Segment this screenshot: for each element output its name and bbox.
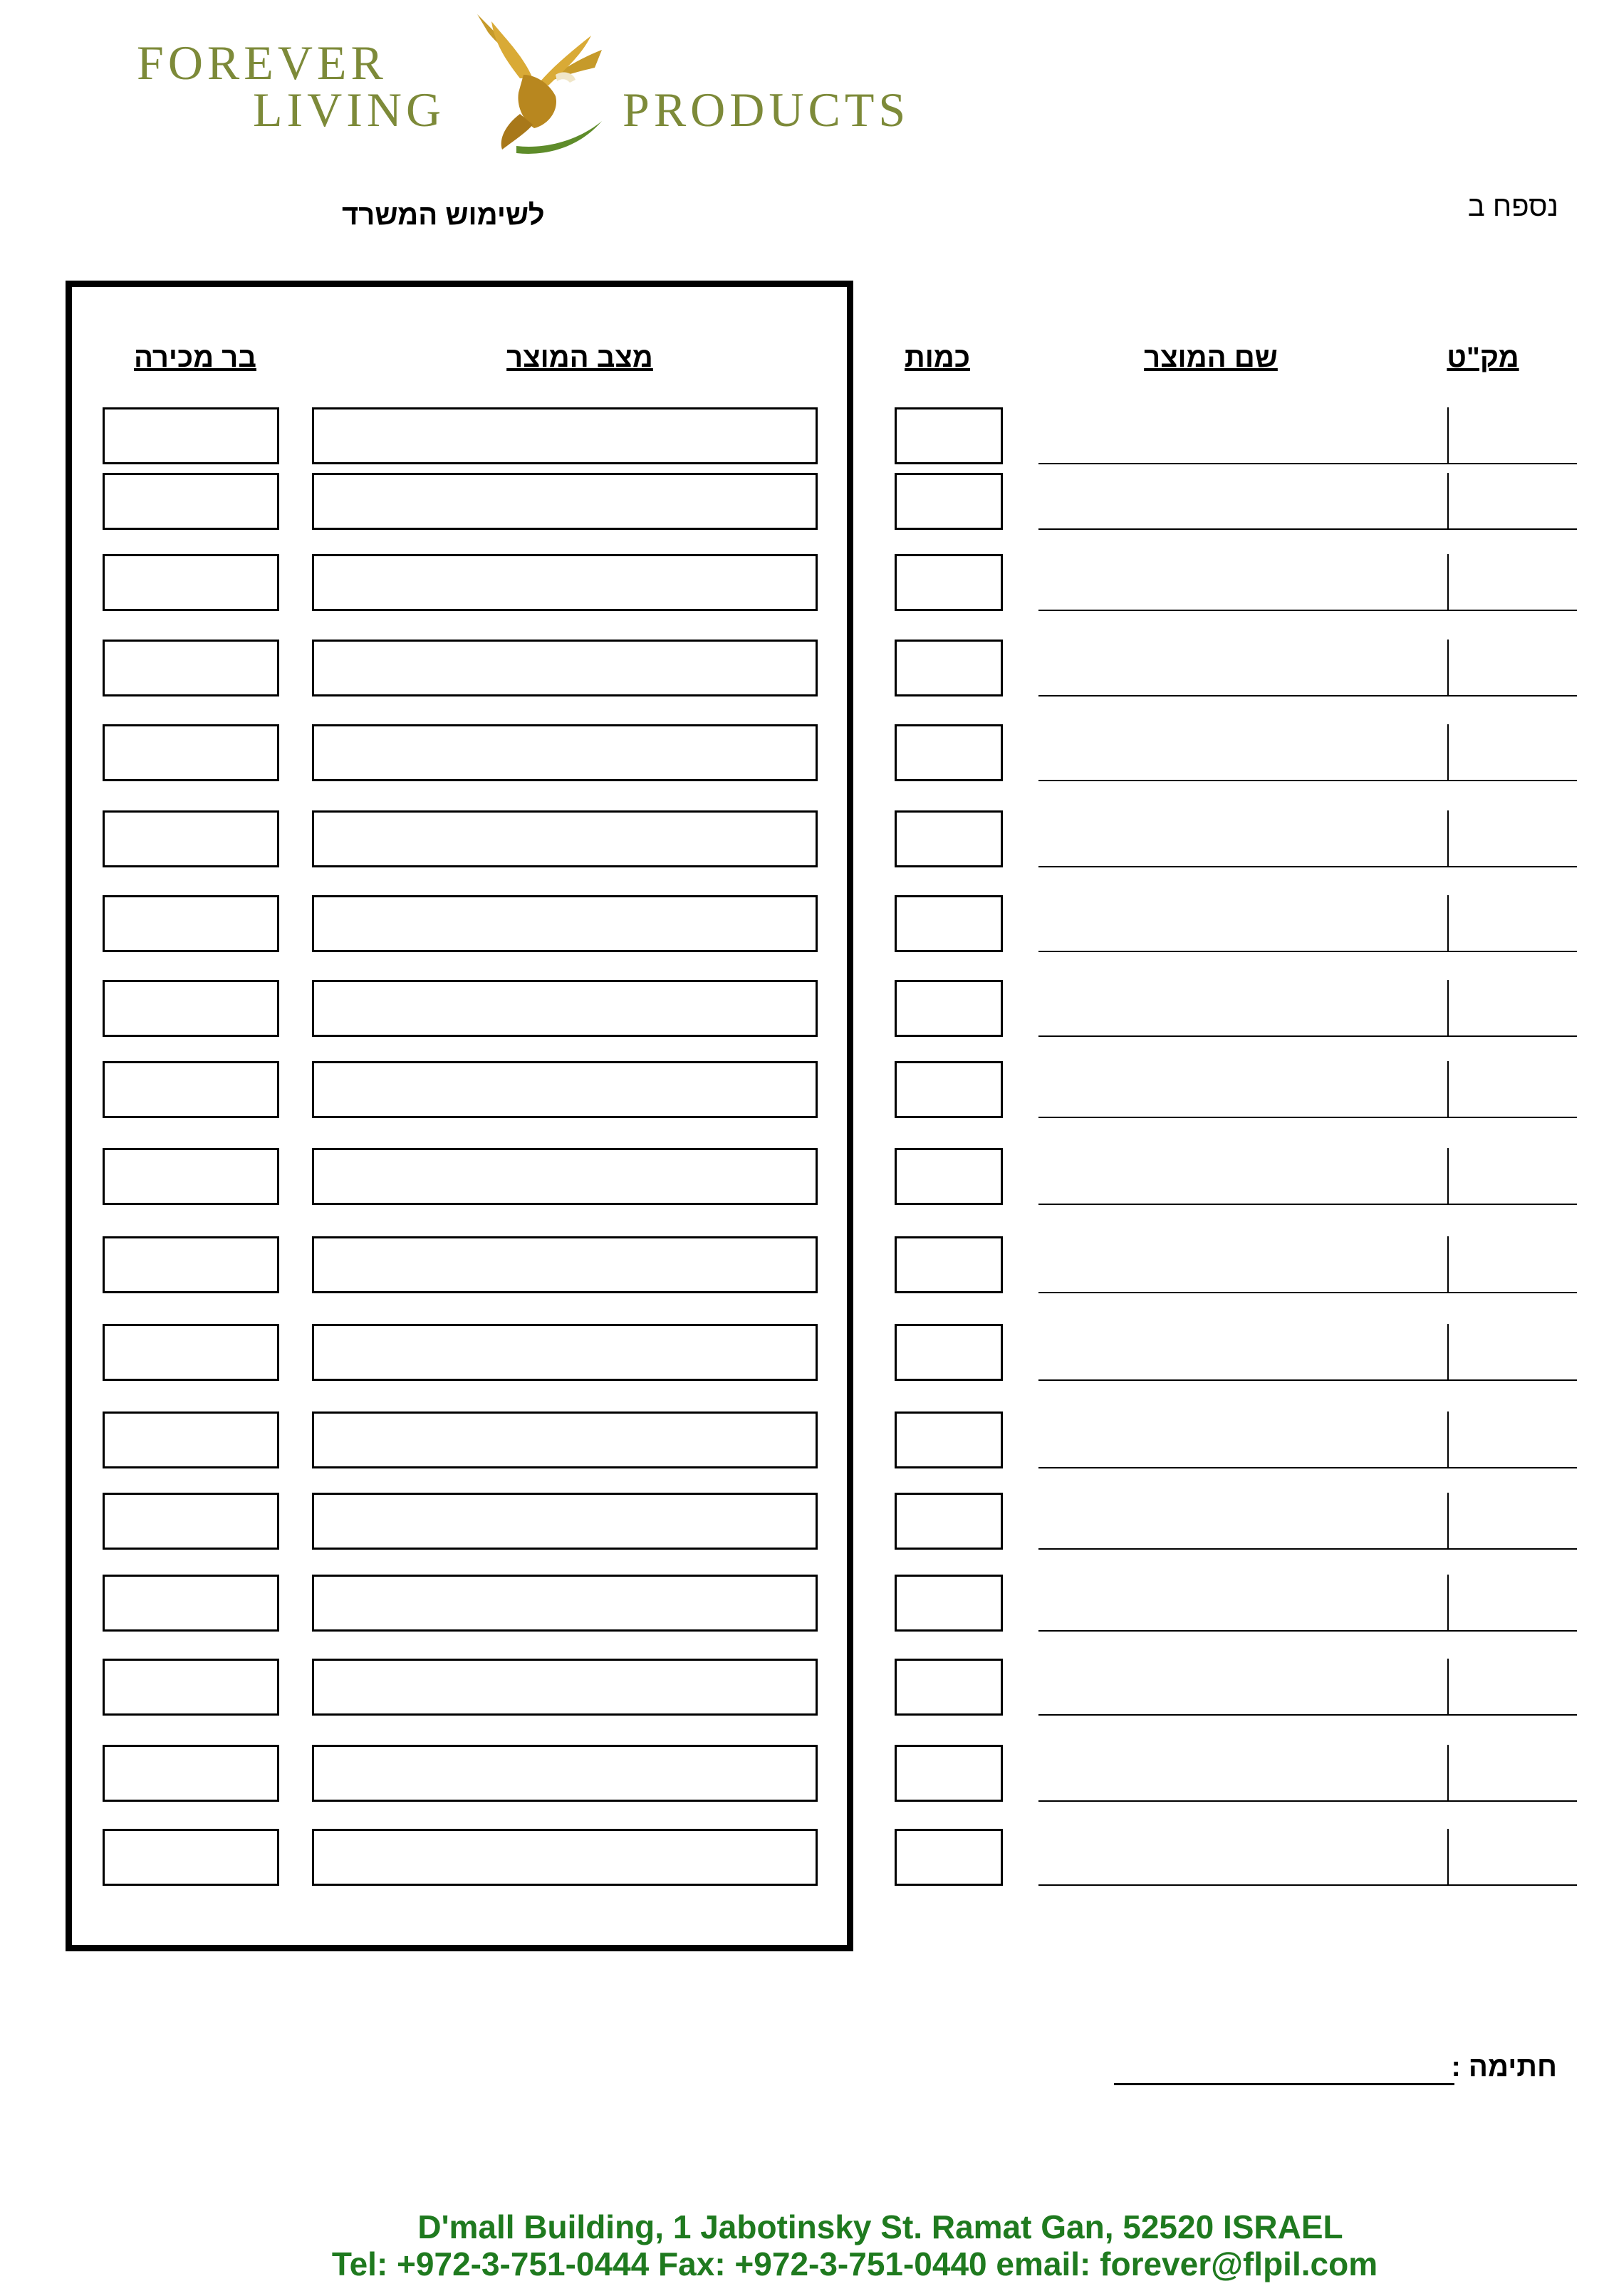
- saleable-field[interactable]: [103, 1659, 279, 1716]
- product-condition-field[interactable]: [312, 640, 818, 696]
- product-name-sku-line[interactable]: [1038, 951, 1577, 952]
- logo-text-forever: FOREVER: [137, 36, 387, 90]
- logo-text-products: PRODUCTS: [623, 83, 910, 137]
- product-condition-field[interactable]: [312, 1493, 818, 1550]
- quantity-field[interactable]: [895, 554, 1003, 611]
- sku-divider: [1447, 980, 1449, 1037]
- saleable-field[interactable]: [103, 407, 279, 464]
- product-name-sku-line[interactable]: [1038, 1467, 1577, 1468]
- saleable-field[interactable]: [103, 1148, 279, 1205]
- appendix-label: נספח ב: [1467, 191, 1558, 222]
- product-condition-field[interactable]: [312, 1745, 818, 1802]
- product-name-sku-line[interactable]: [1038, 1548, 1577, 1550]
- quantity-field[interactable]: [895, 724, 1003, 781]
- sku-divider: [1447, 724, 1449, 781]
- product-condition-field[interactable]: [312, 895, 818, 952]
- quantity-field[interactable]: [895, 1493, 1003, 1550]
- product-condition-field[interactable]: [312, 554, 818, 611]
- saleable-field[interactable]: [103, 554, 279, 611]
- saleable-field[interactable]: [103, 1236, 279, 1293]
- product-name-sku-line[interactable]: [1038, 780, 1577, 781]
- sku-divider: [1447, 1745, 1449, 1802]
- quantity-field[interactable]: [895, 1148, 1003, 1205]
- column-header-product-name: שם המוצר: [1144, 342, 1278, 373]
- sku-divider: [1447, 1829, 1449, 1886]
- product-condition-field[interactable]: [312, 1659, 818, 1716]
- signature-line[interactable]: [1114, 2083, 1454, 2085]
- quantity-field[interactable]: [895, 895, 1003, 952]
- saleable-field[interactable]: [103, 1829, 279, 1886]
- sku-divider: [1447, 1575, 1449, 1632]
- quantity-field[interactable]: [895, 810, 1003, 867]
- quantity-field[interactable]: [895, 980, 1003, 1037]
- quantity-field[interactable]: [895, 1575, 1003, 1632]
- product-condition-field[interactable]: [312, 810, 818, 867]
- sku-divider: [1447, 640, 1449, 696]
- saleable-field[interactable]: [103, 1745, 279, 1802]
- quantity-field[interactable]: [895, 640, 1003, 696]
- quantity-field[interactable]: [895, 1324, 1003, 1381]
- product-name-sku-line[interactable]: [1038, 1800, 1577, 1802]
- product-condition-field[interactable]: [312, 1829, 818, 1886]
- column-header-saleable: בר מכירה: [134, 342, 256, 373]
- signature-label: חתימה :: [1451, 2051, 1557, 2082]
- product-name-sku-line[interactable]: [1038, 695, 1577, 696]
- product-name-sku-line[interactable]: [1038, 866, 1577, 867]
- saleable-field[interactable]: [103, 1061, 279, 1118]
- product-name-sku-line[interactable]: [1038, 528, 1577, 530]
- product-name-sku-line[interactable]: [1038, 1714, 1577, 1716]
- sku-divider: [1447, 407, 1449, 464]
- product-condition-field[interactable]: [312, 1411, 818, 1468]
- sku-divider: [1447, 1493, 1449, 1550]
- column-header-sku: מק"ט: [1447, 342, 1519, 373]
- product-condition-field[interactable]: [312, 1324, 818, 1381]
- office-use-title: לשימוש המשרד: [342, 199, 545, 231]
- saleable-field[interactable]: [103, 810, 279, 867]
- product-name-sku-line[interactable]: [1038, 1379, 1577, 1381]
- quantity-field[interactable]: [895, 1061, 1003, 1118]
- quantity-field[interactable]: [895, 1745, 1003, 1802]
- column-header-quantity: כמות: [905, 342, 970, 373]
- product-name-sku-line[interactable]: [1038, 1292, 1577, 1293]
- product-condition-field[interactable]: [312, 473, 818, 530]
- saleable-field[interactable]: [103, 1493, 279, 1550]
- product-name-sku-line[interactable]: [1038, 463, 1577, 464]
- sku-divider: [1447, 1324, 1449, 1381]
- saleable-field[interactable]: [103, 473, 279, 530]
- sku-divider: [1447, 1148, 1449, 1205]
- product-name-sku-line[interactable]: [1038, 1117, 1577, 1118]
- sku-divider: [1447, 554, 1449, 611]
- saleable-field[interactable]: [103, 1324, 279, 1381]
- sku-divider: [1447, 1411, 1449, 1468]
- saleable-field[interactable]: [103, 895, 279, 952]
- saleable-field[interactable]: [103, 980, 279, 1037]
- product-condition-field[interactable]: [312, 1061, 818, 1118]
- product-condition-field[interactable]: [312, 1236, 818, 1293]
- product-condition-field[interactable]: [312, 1148, 818, 1205]
- saleable-field[interactable]: [103, 1575, 279, 1632]
- quantity-field[interactable]: [895, 1829, 1003, 1886]
- quantity-field[interactable]: [895, 1659, 1003, 1716]
- footer-contact: Tel: +972-3-751-0444 Fax: +972-3-751-0440 email: forever@flpil.com: [331, 2245, 1378, 2282]
- quantity-field[interactable]: [895, 473, 1003, 530]
- quantity-field[interactable]: [895, 1411, 1003, 1468]
- sku-divider: [1447, 1236, 1449, 1293]
- sku-divider: [1447, 1659, 1449, 1716]
- product-condition-field[interactable]: [312, 1575, 818, 1632]
- quantity-field[interactable]: [895, 1236, 1003, 1293]
- logo-text-living: LIVING: [253, 83, 446, 137]
- sku-divider: [1447, 473, 1449, 530]
- product-condition-field[interactable]: [312, 980, 818, 1037]
- saleable-field[interactable]: [103, 1411, 279, 1468]
- product-name-sku-line[interactable]: [1038, 610, 1577, 611]
- column-header-product-condition: מצב המוצר: [506, 342, 653, 373]
- quantity-field[interactable]: [895, 407, 1003, 464]
- product-name-sku-line[interactable]: [1038, 1630, 1577, 1632]
- sku-divider: [1447, 810, 1449, 867]
- product-condition-field[interactable]: [312, 724, 818, 781]
- product-name-sku-line[interactable]: [1038, 1035, 1577, 1037]
- sku-divider: [1447, 1061, 1449, 1118]
- product-name-sku-line[interactable]: [1038, 1884, 1577, 1886]
- product-name-sku-line[interactable]: [1038, 1204, 1577, 1205]
- saleable-field[interactable]: [103, 640, 279, 696]
- footer-address: D'mall Building, 1 Jabotinsky St. Ramat Gan, 52520 ISRAEL: [417, 2208, 1343, 2245]
- eagle-icon: [449, 7, 613, 157]
- saleable-field[interactable]: [103, 724, 279, 781]
- product-condition-field[interactable]: [312, 407, 818, 464]
- sku-divider: [1447, 895, 1449, 952]
